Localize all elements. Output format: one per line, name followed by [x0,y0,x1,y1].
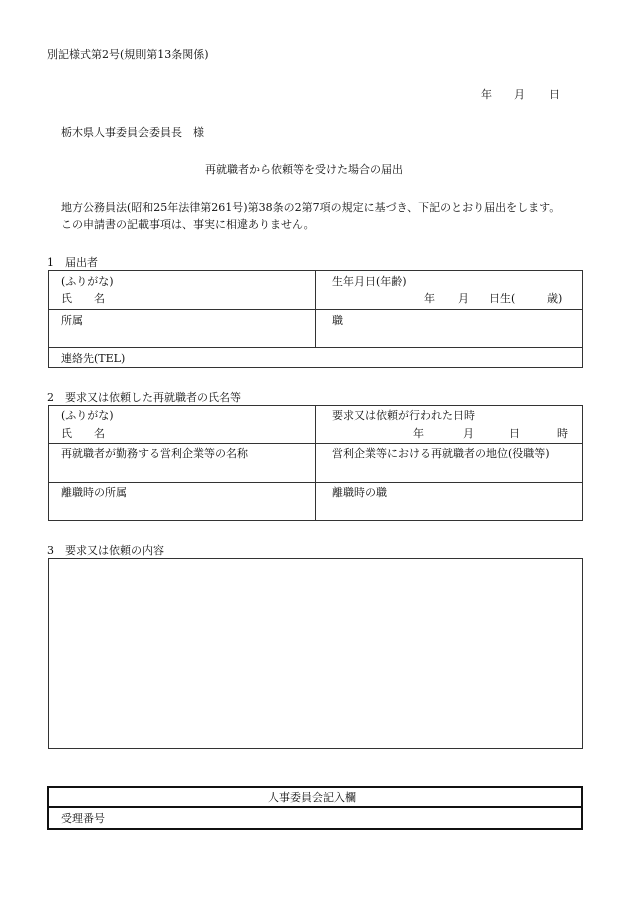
birth-year-label: 年 [424,292,435,305]
reemployed-col-divider [315,405,316,521]
applicant-affiliation-label: 所属 [61,314,83,327]
applicant-birth-label: 生年月日(年齢) [332,275,407,288]
office-use-divider [48,806,582,808]
former-position-label: 離職時の職 [332,486,387,499]
birth-month-label: 月 [458,292,469,305]
section3-heading: 3 要求又は依頼の内容 [47,544,164,557]
intro-line-1: 地方公務員法(昭和25年法律第261号)第38条の2第7項の規定に基づき、下記のとおり届出をします。 [61,201,561,214]
section2-heading: 2 要求又は依頼した再就職者の氏名等 [47,391,241,404]
form-label: 別記様式第2号(規則第13条関係) [47,48,209,61]
intro-line-2: この申請書の記載事項は、事実に相違ありません。 [61,218,315,231]
date-year: 年 [481,88,492,101]
document-title: 再就職者から依頼等を受けた場合の届出 [205,163,403,176]
request-content-box [48,558,583,749]
date-month: 月 [514,88,525,101]
former-affiliation-label: 離職時の所属 [61,486,127,499]
request-day-label: 日 [509,427,520,440]
section1-heading: 1 届出者 [47,256,98,269]
applicant-col-divider [315,270,316,348]
applicant-contact-label: 連絡先(TEL) [61,352,126,365]
request-hour-label: 時 [557,427,568,440]
reemployed-furigana-label: (ふりがな) [61,409,114,422]
applicant-name-label: 氏 名 [61,292,105,305]
reemployed-name-label: 氏 名 [61,427,105,440]
receipt-number-label: 受理番号 [61,812,105,825]
request-year-label: 年 [413,427,424,440]
birth-age-label: 歳) [547,292,563,305]
addressee: 栃木県人事委員会委員長 様 [61,126,204,139]
birth-day-label: 日生( [489,292,516,305]
applicant-position-label: 職 [332,314,343,327]
company-position-label: 営利企業等における再就職者の地位(役職等) [332,447,550,460]
office-use-heading: 人事委員会記入欄 [268,791,356,804]
request-datetime-label: 要求又は依頼が行われた日時 [332,409,475,422]
request-month-label: 月 [463,427,474,440]
date-day: 日 [549,88,560,101]
applicant-furigana-label: (ふりがな) [61,275,114,288]
company-name-label: 再就職者が勤務する営利企業等の名称 [61,447,248,460]
